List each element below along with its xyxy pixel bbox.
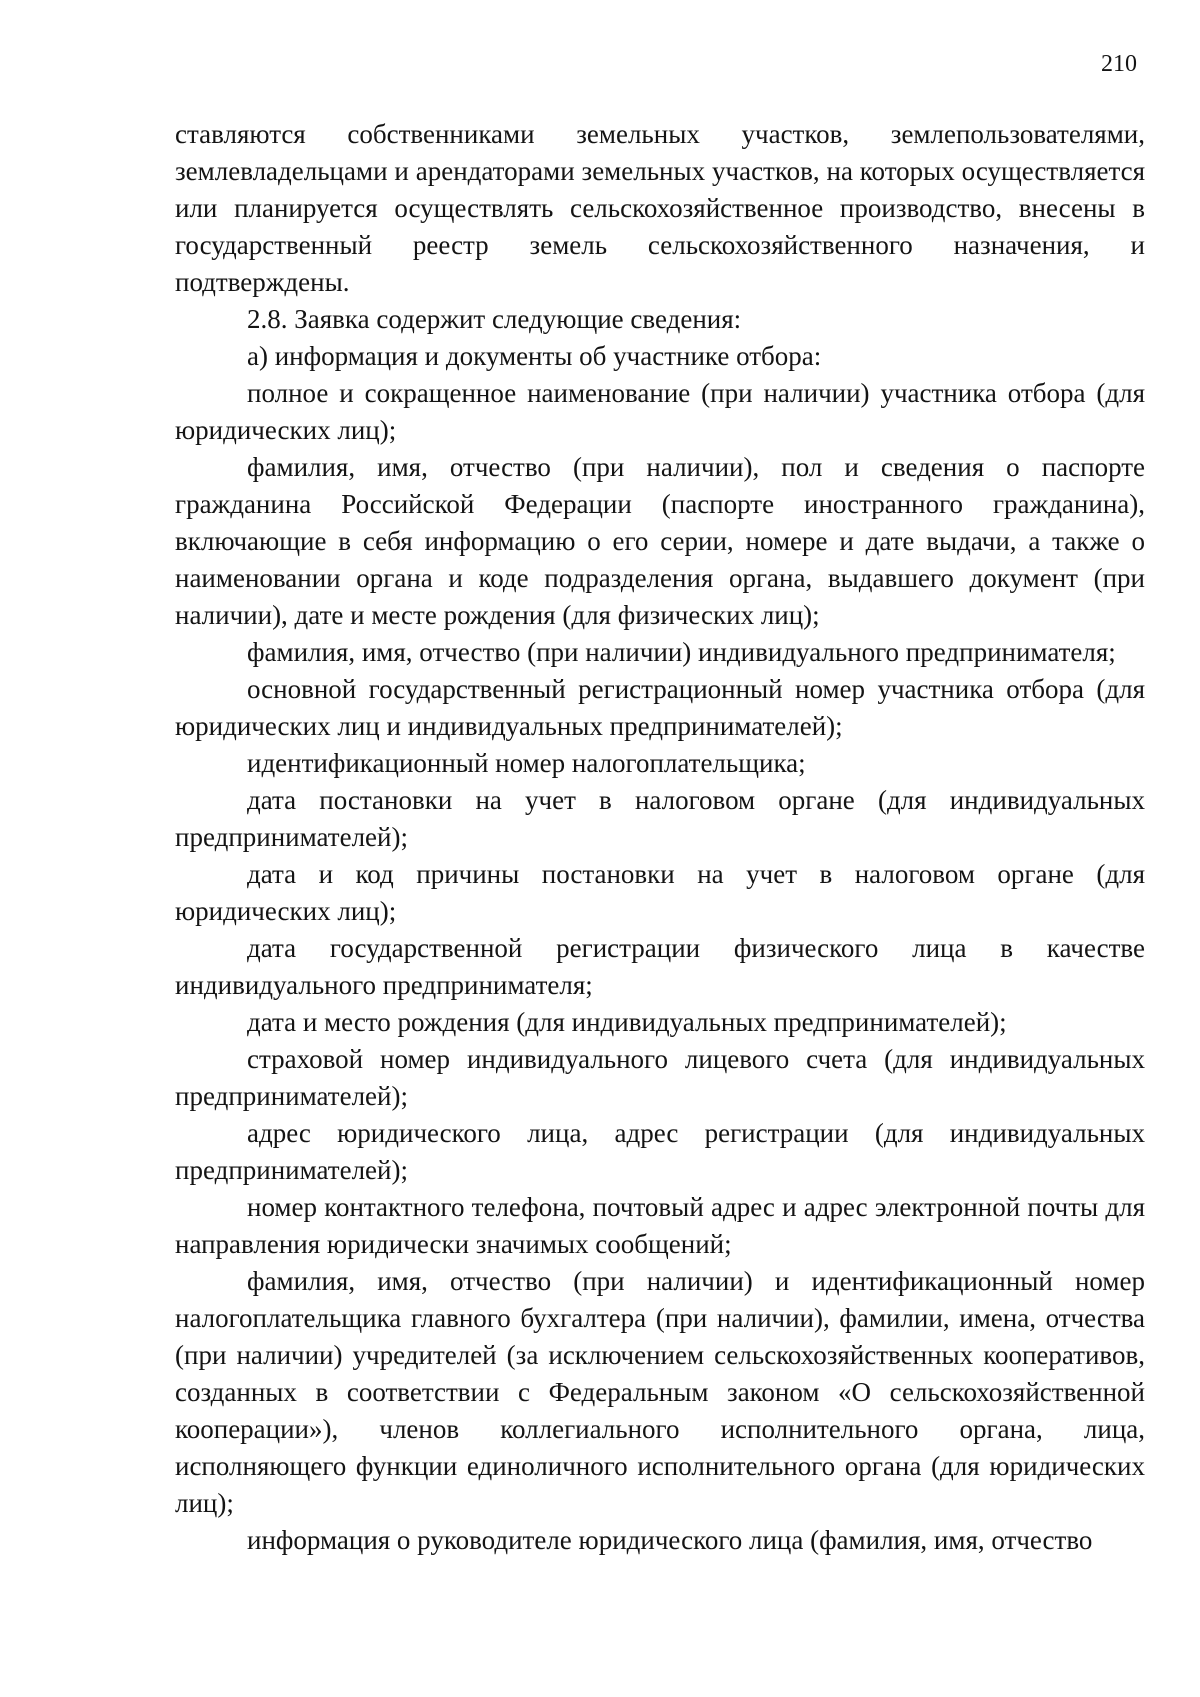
paragraph: фамилия, имя, отчество (при наличии) и идентификационный номер налогоплательщика главного бухгалтера (при наличии), фамилии, имена, отчества (при наличии) учредителей (за исключением сельскохозяйственных кооперативов, созданных в соответствии с Федеральным законом «О сельскохозяйственной кооперации»), членов коллегиального исполнительного органа, лица, исполняющего функции единоличного исполнительного органа (для юридических лиц);	[175, 1266, 1145, 1518]
paragraph: информация о руководителе юридического лица (фамилия, имя, отчество	[247, 1525, 1093, 1555]
paragraph: полное и сокращенное наименование (при наличии) участника отбора (для юридических лиц);	[175, 378, 1145, 445]
paragraph: дата и код причины постановки на учет в налоговом органе (для юридических лиц);	[175, 859, 1145, 926]
paragraph: дата и место рождения (для индивидуальных предпринимателей);	[247, 1007, 1007, 1037]
paragraph: дата постановки на учет в налоговом органе (для индивидуальных предпринимателей);	[175, 785, 1145, 852]
paragraph: дата государственной регистрации физического лица в качестве индивидуального предпринимателя;	[175, 933, 1145, 1000]
document-body	[175, 116, 1145, 1559]
paragraph: фамилия, имя, отчество (при наличии) индивидуального предпринимателя;	[247, 637, 1116, 667]
paragraph: ставляются собственниками земельных участков, землепользователями, землевладельцами и арендаторами земельных участков, на которых осуществляется или планируется осуществлять сельскохозяйственное производство, внесены в государственный реестр земель сельскохозяйственного назначения, и подтверждены.	[175, 119, 1145, 297]
paragraph: адрес юридического лица, адрес регистрации (для индивидуальных предпринимателей);	[175, 1118, 1145, 1185]
paragraph: фамилия, имя, отчество (при наличии), пол и сведения о паспорте гражданина Российской Федерации (паспорте иностранного гражданина), включающие в себя информацию о его серии, номере и дате выдачи, а также о наименовании органа и коде подразделения органа, выдавшего документ (при наличии), дате и месте рождения (для физических лиц);	[175, 452, 1145, 630]
paragraph: основной государственный регистрационный номер участника отбора (для юридических лиц и индивидуальных предпринимателей);	[175, 674, 1145, 741]
paragraph: идентификационный номер налогоплательщика;	[247, 748, 806, 778]
page-number: 210	[1101, 51, 1137, 77]
paragraph: а) информация и документы об участнике отбора:	[247, 341, 822, 371]
paragraph: страховой номер индивидуального лицевого счета (для индивидуальных предпринимателей);	[175, 1044, 1145, 1111]
paragraph: 2.8. Заявка содержит следующие сведения:	[247, 304, 742, 334]
paragraph: номер контактного телефона, почтовый адрес и адрес электронной почты для направления юридически значимых сообщений;	[175, 1192, 1145, 1259]
